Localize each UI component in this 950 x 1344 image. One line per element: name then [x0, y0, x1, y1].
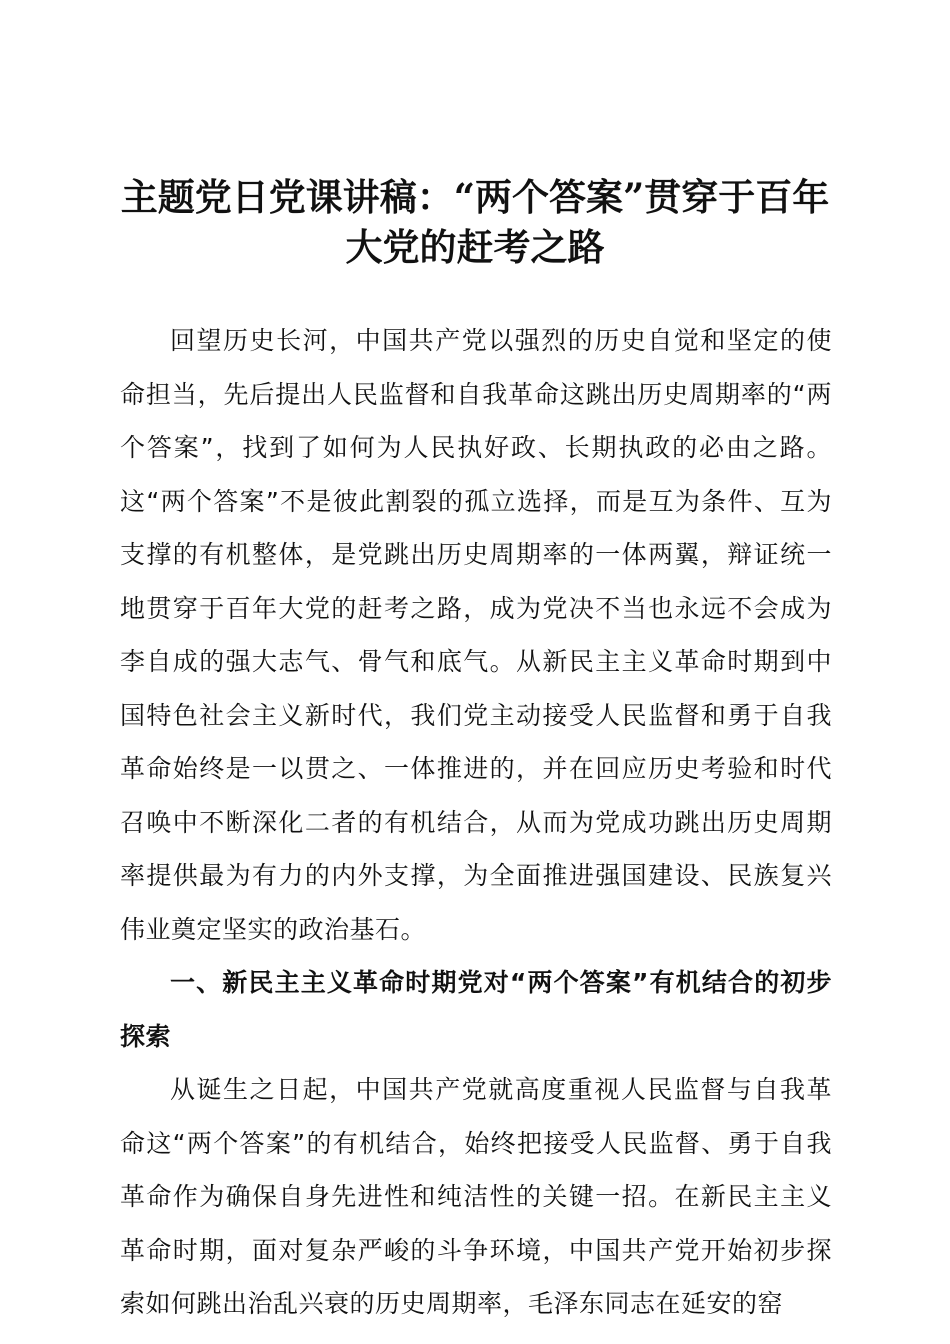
document-body	[120, 314, 832, 1331]
title-line-1: 主题党日党课讲稿：“两个答案”贯穿于百年	[120, 175, 830, 219]
paragraph-section-1: 从诞生之日起，中国共产党就高度重视人民监督与自我革命这“两个答案”的有机结合，始终把接受人民监督、勇于自我革命作为确保自身先进性和纯洁性的关键一招。在新民主主义革命时期，面对复杂严峻的斗争环境，中国共产党开始初步探索如何跳出治乱兴衰的历史周期率，毛泽东同志在延安的窑	[120, 1075, 832, 1318]
title-line-2: 大党的赶考之路	[345, 225, 605, 269]
paragraph-intro: 回望历史长河，中国共产党以强烈的历史自觉和坚定的使命担当，先后提出人民监督和自我革命这跳出历史周期率的“两个答案”，找到了如何为人民执好政、长期执政的必由之路。这“两个答案”不是彼此割裂的孤立选择，而是互为条件、互为支撑的有机整体，是党跳出历史周期率的一体两翼，辩证统一地贯穿于百年大党的赶考之路，成为党决不当也永远不会成为李自成的强大志气、骨气和底气。从新民主主义革命时期到中国特色社会主义新时代，我们党主动接受人民监督和勇于自我革命始终是一以贯之、一体推进的，并在回应历史考验和时代召唤中不断深化二者的有机结合，从而为党成功跳出历史周期率提供最为有力的内外支撑，为全面推进强国建设、民族复兴伟业奠定坚实的政治基石。	[120, 326, 832, 944]
section-heading-1: 一、新民主主义革命时期党对“两个答案”有机结合的初步探索	[120, 968, 832, 1051]
document-title	[100, 172, 850, 272]
